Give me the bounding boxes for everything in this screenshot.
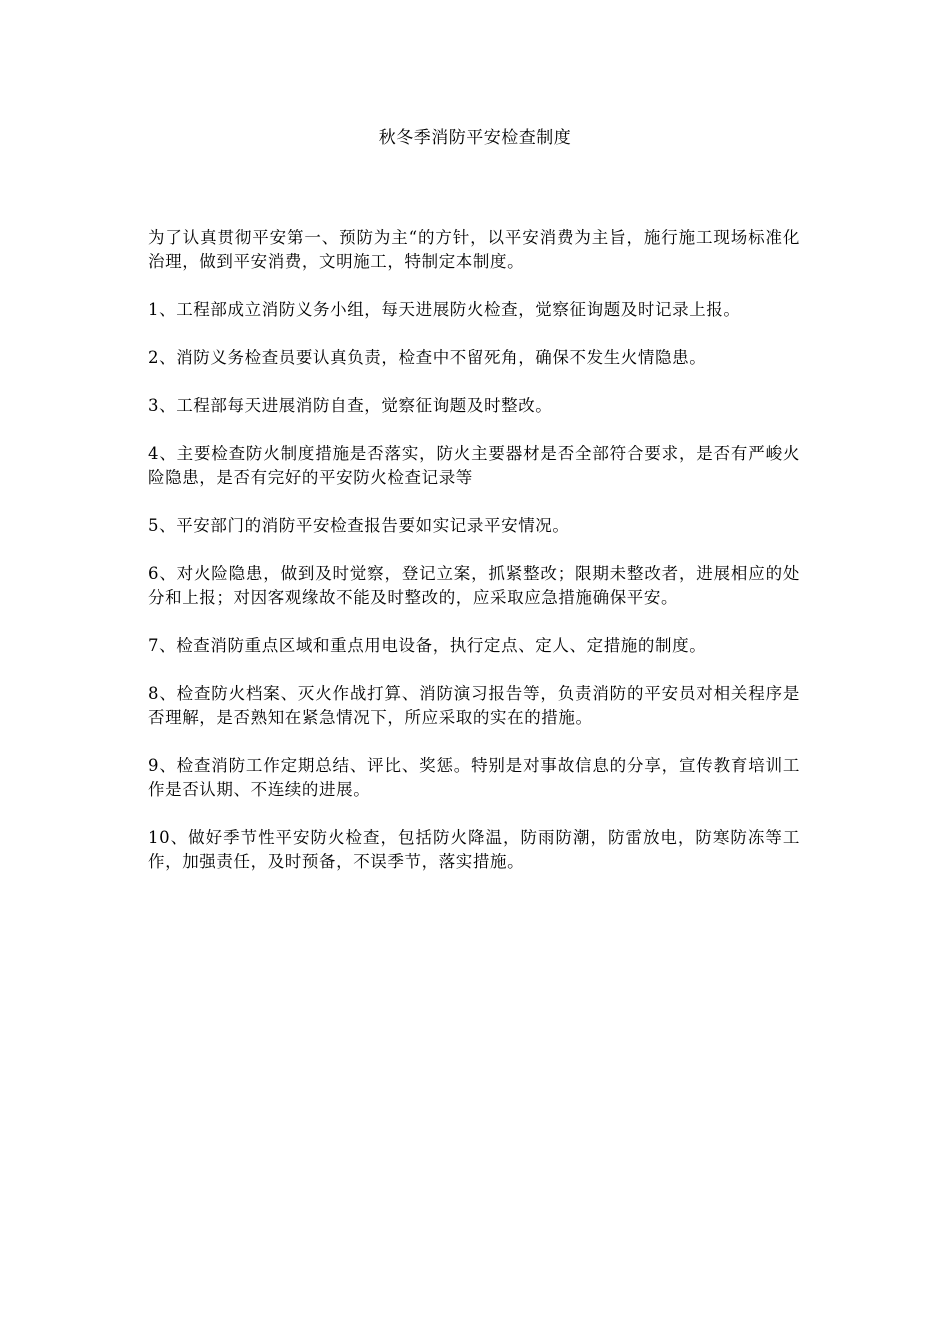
rule-item-10: 10、做好季节性平安防火检查，包括防火降温，防雨防潮，防雷放电，防寒防冻等工作，加强责任，及时预备，不误季节，落实措施。 <box>148 828 800 871</box>
document-title: 秋冬季消防平安检查制度 <box>378 128 572 148</box>
intro-paragraph: 为了认真贯彻平安第一、预防为主“的方针，以平安消费为主旨，施行施工现场标准化治理，做到平安消费，文明施工，特制定本制度。 <box>148 228 800 271</box>
rule-item-4: 4、主要检查防火制度措施是否落实，防火主要器材是否全部符合要求，是否有严峻火险隐患，是否有完好的平安防火检查记录等 <box>148 444 800 487</box>
rule-item-3: 3、工程部每天进展消防自查，觉察征询题及时整改。 <box>148 396 553 415</box>
document-body <box>148 226 800 898</box>
rule-item-8: 8、检查防火档案、灭火作战打算、消防演习报告等，负责消防的平安员对相关程序是否理解，是否熟知在紧急情况下，所应采取的实在的措施。 <box>148 684 800 727</box>
rule-item-2: 2、消防义务检查员要认真负责，检查中不留死角，确保不发生火情隐患。 <box>148 348 707 367</box>
rule-item-5: 5、平安部门的消防平安检查报告要如实记录平安情况。 <box>148 516 570 535</box>
rule-item-9: 9、检查消防工作定期总结、评比、奖惩。特别是对事故信息的分享，宣传教育培训工作是否认期、不连续的进展。 <box>148 756 800 799</box>
rule-item-6: 6、对火险隐患，做到及时觉察，登记立案，抓紧整改；限期未整改者，进展相应的处分和上报；对因客观缘故不能及时整改的，应采取应急措施确保平安。 <box>148 564 800 607</box>
rule-item-1: 1、工程部成立消防义务小组，每天进展防火检查，觉察征询题及时记录上报。 <box>148 300 741 319</box>
rule-item-7: 7、检查消防重点区域和重点用电设备，执行定点、定人、定措施的制度。 <box>148 636 707 655</box>
